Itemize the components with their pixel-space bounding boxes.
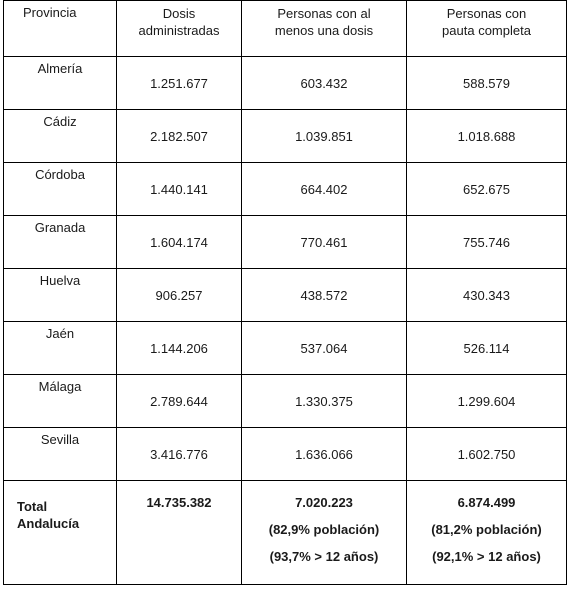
una-dosis-cell: 664.402: [242, 163, 407, 216]
header-pauta-completa-line2: pauta completa: [442, 23, 531, 38]
provincia-cell: [4, 57, 117, 110]
una-dosis-cell: 770.461: [242, 216, 407, 269]
header-row: [4, 1, 567, 57]
header-dosis: [117, 1, 242, 57]
header-provincia: [4, 1, 117, 57]
provincia-name: Málaga: [38, 379, 82, 394]
table-row: [4, 163, 567, 216]
header-una-dosis-line2: menos una dosis: [274, 23, 374, 38]
dosis-cell: 2.789.644: [117, 375, 242, 428]
pauta-completa-cell: 588.579: [407, 57, 567, 110]
una-dosis-cell: 1.330.375: [242, 375, 407, 428]
pauta-completa-cell: 430.343: [407, 269, 567, 322]
header-una-dosis: [242, 1, 407, 57]
header-pauta-completa-line1: Personas con: [446, 6, 527, 21]
header-dosis-line1: Dosis: [162, 6, 196, 21]
total-pauta-completa-value: 6.874.499: [457, 495, 516, 510]
una-dosis-cell: 438.572: [242, 269, 407, 322]
total-dosis-cell: [117, 481, 242, 585]
table-row: [4, 57, 567, 110]
provincia-name: Jaén: [45, 326, 75, 341]
table-row: [4, 375, 567, 428]
provincia-cell: [4, 322, 117, 375]
provincia-name: Cádiz: [43, 114, 77, 129]
dosis-cell: 2.182.507: [117, 110, 242, 163]
pauta-completa-cell: 1.018.688: [407, 110, 567, 163]
dosis-cell: 1.440.141: [117, 163, 242, 216]
dosis-cell: 1.144.206: [117, 322, 242, 375]
total-una-dosis-pct-poblacion: (82,9% población): [268, 522, 380, 537]
header-pauta-completa: [407, 1, 567, 57]
una-dosis-cell: 603.432: [242, 57, 407, 110]
provincia-name: Córdoba: [35, 167, 85, 182]
header-provincia-label: Provincia: [23, 5, 77, 20]
table-row: [4, 428, 567, 481]
una-dosis-cell: 1.636.066: [242, 428, 407, 481]
provincia-name: Granada: [34, 220, 86, 235]
dosis-cell: 906.257: [117, 269, 242, 322]
una-dosis-cell: 537.064: [242, 322, 407, 375]
total-pauta-completa-cell: [407, 481, 567, 585]
provincia-cell: [4, 110, 117, 163]
una-dosis-cell: 1.039.851: [242, 110, 407, 163]
provincia-name: Sevilla: [40, 432, 80, 447]
total-pauta-completa-pct-mayores: (92,1% > 12 años): [432, 549, 541, 564]
provincia-cell: [4, 428, 117, 481]
provincia-cell: [4, 216, 117, 269]
table-row: [4, 110, 567, 163]
total-label-line1: Total: [17, 499, 48, 514]
provincia-name: Almería: [37, 61, 83, 76]
total-pauta-completa-pct-poblacion: (81,2% población): [431, 522, 542, 537]
provincia-name: Huelva: [39, 273, 81, 288]
dosis-cell: 1.251.677: [117, 57, 242, 110]
provincia-cell: [4, 163, 117, 216]
total-label-cell: [4, 481, 117, 585]
table-row: [4, 269, 567, 322]
table-row: [4, 216, 567, 269]
total-una-dosis-pct-mayores: (93,7% > 12 años): [269, 549, 379, 564]
total-label-line2: Andalucía: [17, 516, 80, 531]
pauta-completa-cell: 526.114: [407, 322, 567, 375]
header-dosis-line2: administradas: [138, 23, 220, 38]
provincia-cell: [4, 269, 117, 322]
dosis-cell: 1.604.174: [117, 216, 242, 269]
dosis-cell: 3.416.776: [117, 428, 242, 481]
header-una-dosis-line1: Personas con al: [277, 6, 371, 21]
pauta-completa-cell: 1.299.604: [407, 375, 567, 428]
vaccination-table: [3, 0, 567, 585]
pauta-completa-cell: 652.675: [407, 163, 567, 216]
total-dosis-value: 14.735.382: [146, 495, 212, 510]
pauta-completa-cell: 1.602.750: [407, 428, 567, 481]
provincia-cell: [4, 375, 117, 428]
table-row: [4, 322, 567, 375]
pauta-completa-cell: 755.746: [407, 216, 567, 269]
total-row: [4, 481, 567, 585]
total-una-dosis-value: 7.020.223: [295, 495, 353, 510]
total-una-dosis-cell: [242, 481, 407, 585]
